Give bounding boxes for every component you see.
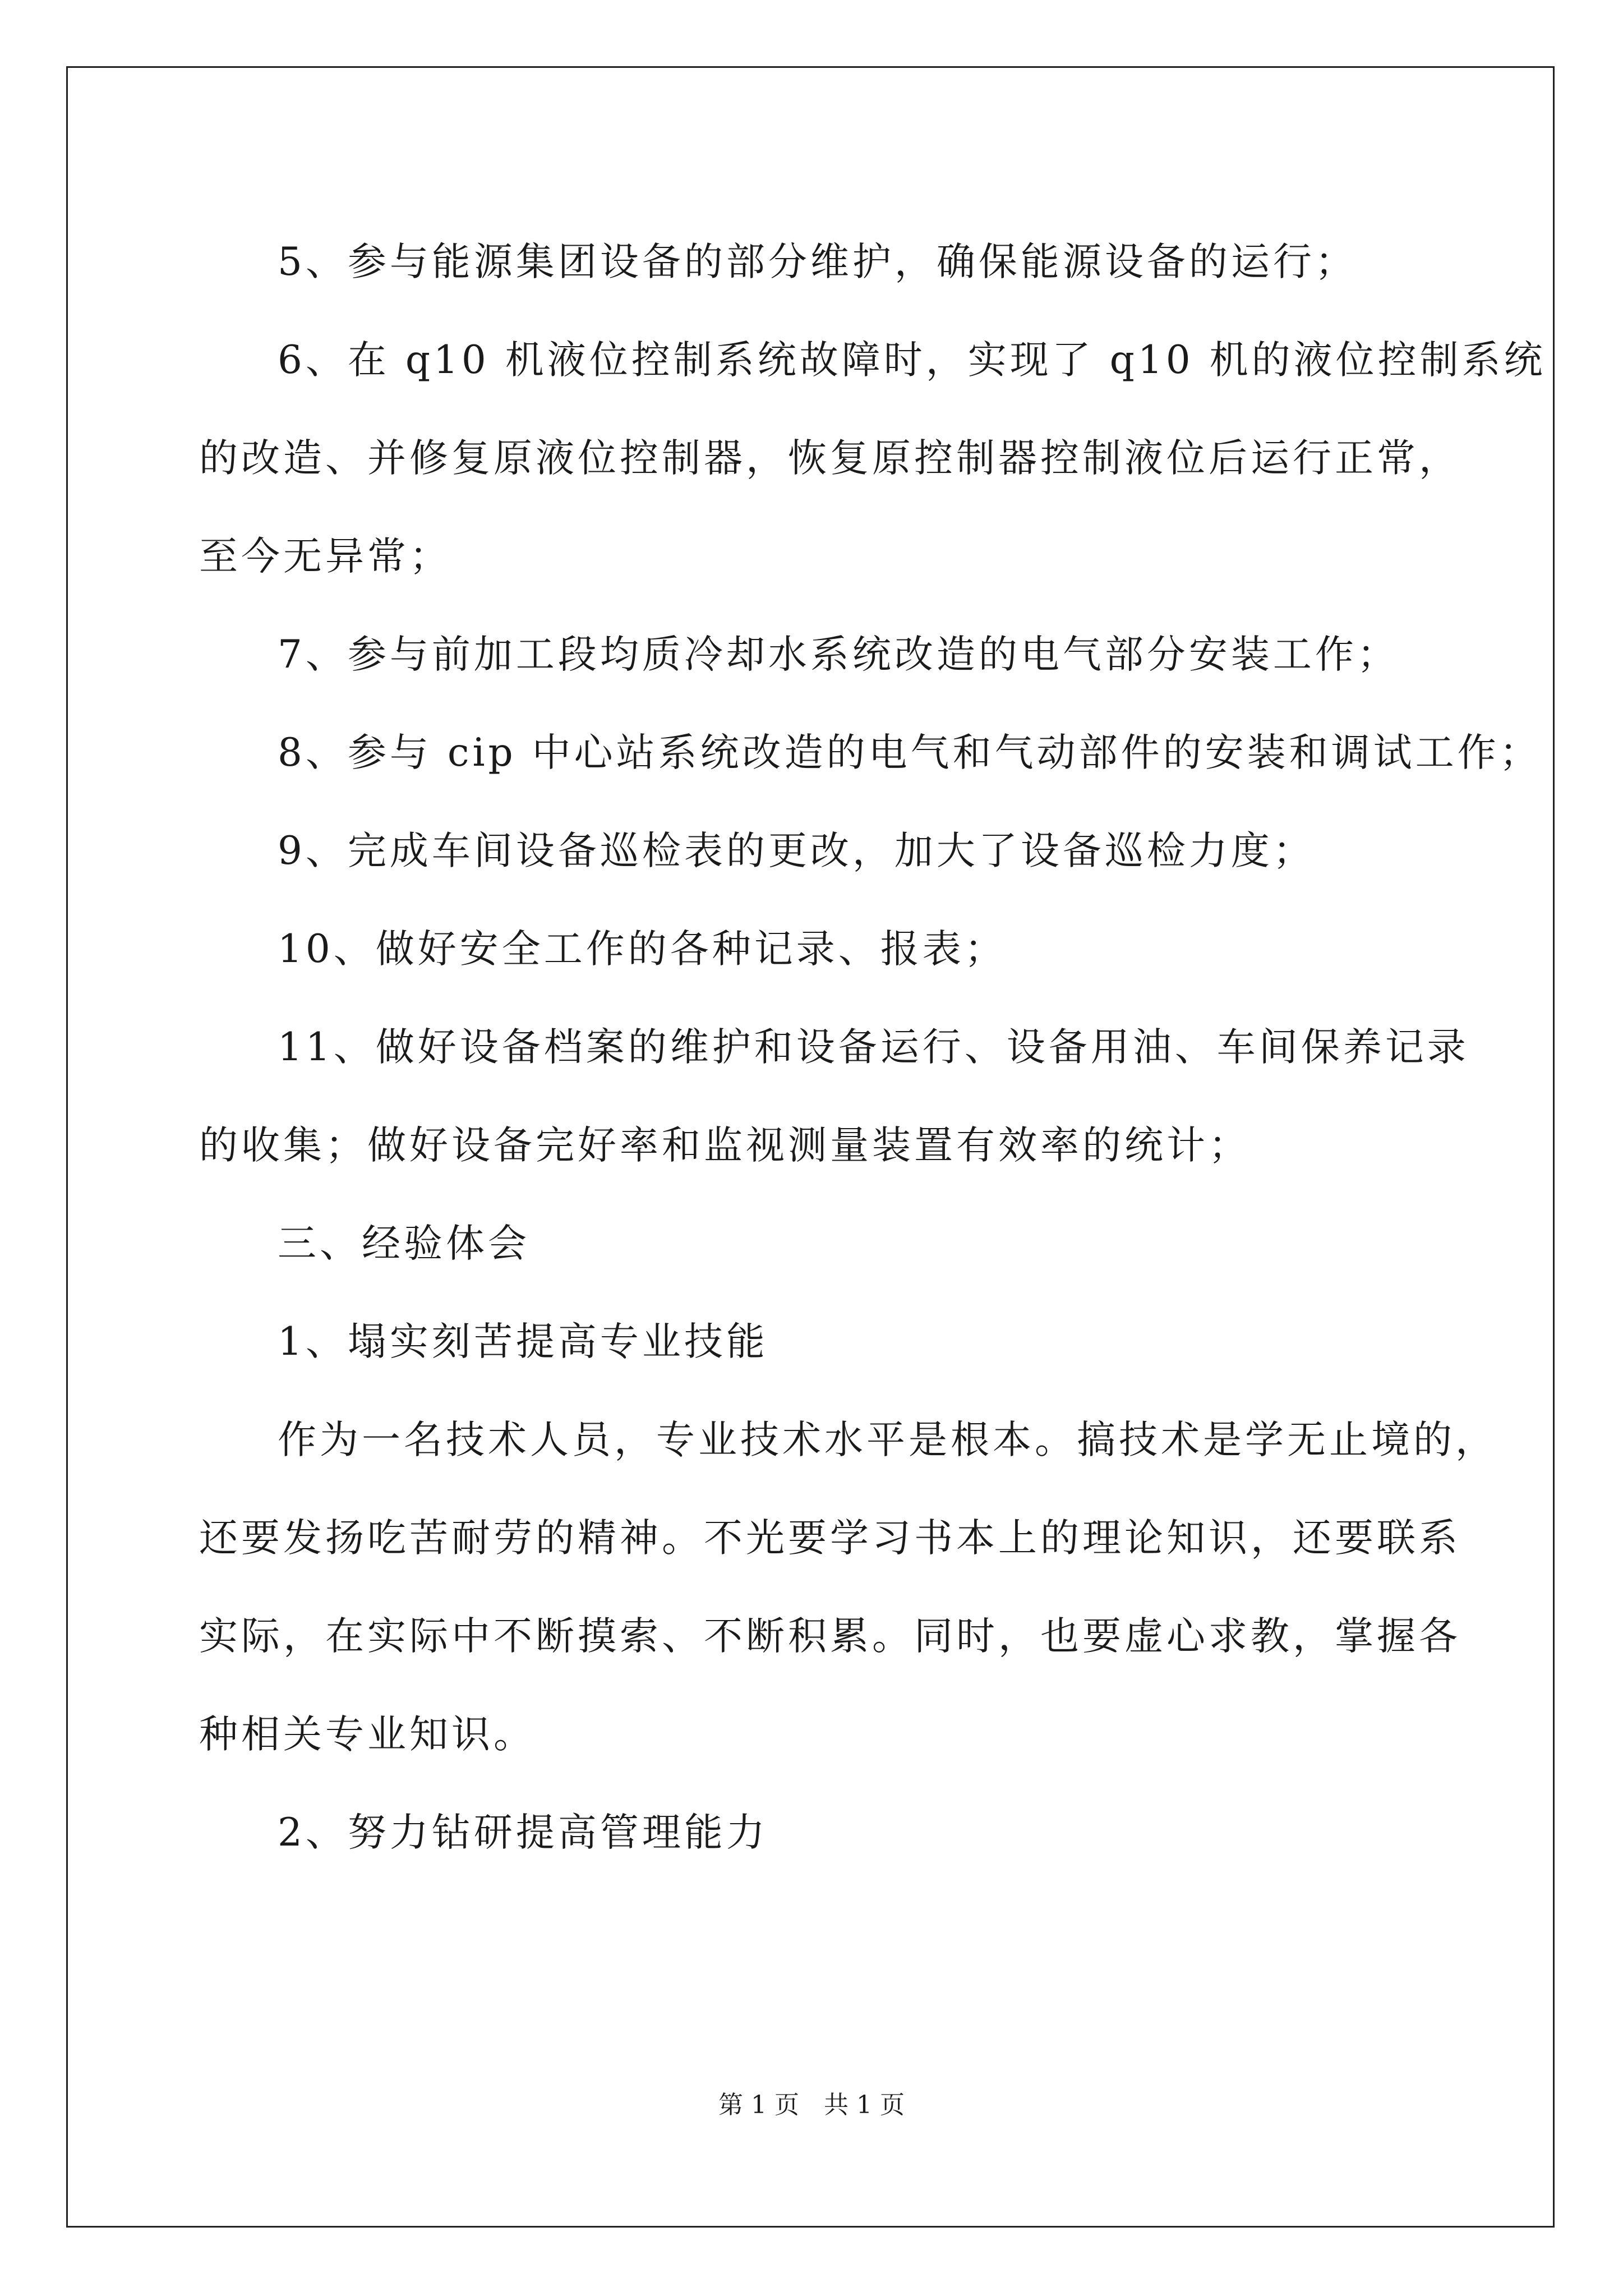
paragraph-line: 的收集；做好设备完好率和监视测量装置有效率的统计； <box>199 1123 1251 1168</box>
paragraph-line: 7、参与前加工段均质冷却水系统改造的电气部分安装工作； <box>278 632 1399 677</box>
paragraph-line: 还要发扬吃苦耐劳的精神。不光要学习书本上的理论知识，还要联系 <box>199 1516 1461 1561</box>
paragraph-line: 11、做好设备档案的维护和设备运行、设备用油、车间保养记录 <box>278 1025 1469 1070</box>
subsection-heading: 2、努力钻研提高管理能力 <box>278 1810 768 1855</box>
paragraph-line: 10、做好安全工作的各种记录、报表； <box>278 927 1007 972</box>
paragraph-line: 8、参与 cip 中心站系统改造的电气和气动部件的安装和调试工作； <box>278 730 1542 775</box>
paragraph-line: 6、在 q10 机液位控制系统故障时，实现了 q10 机的液位控制系统 <box>278 338 1546 383</box>
paragraph-line: 实际，在实际中不断摸索、不断积累。同时，也要虚心求教，掌握各 <box>199 1614 1461 1659</box>
paragraph-line: 至今无异常； <box>199 534 451 579</box>
paragraph-line: 9、完成车间设备巡检表的更改，加大了设备巡检力度； <box>278 829 1315 873</box>
paragraph-line: 5、参与能源集团设备的部分维护，确保能源设备的运行； <box>278 240 1357 284</box>
subsection-heading: 1、塌实刻苦提高专业技能 <box>278 1319 768 1364</box>
paragraph-line: 作为一名技术人员，专业技术水平是根本。搞技术是学无止境的， <box>278 1418 1497 1462</box>
paragraph-line: 的改造、并修复原液位控制器，恢复原控制器控制液位后运行正常， <box>199 436 1461 481</box>
page-footer: 第 1 页 共 1 页 <box>718 2091 905 2119</box>
document-body <box>199 213 1546 1882</box>
section-heading: 三、经验体会 <box>278 1221 530 1266</box>
paragraph-line: 种相关专业知识。 <box>199 1712 536 1757</box>
